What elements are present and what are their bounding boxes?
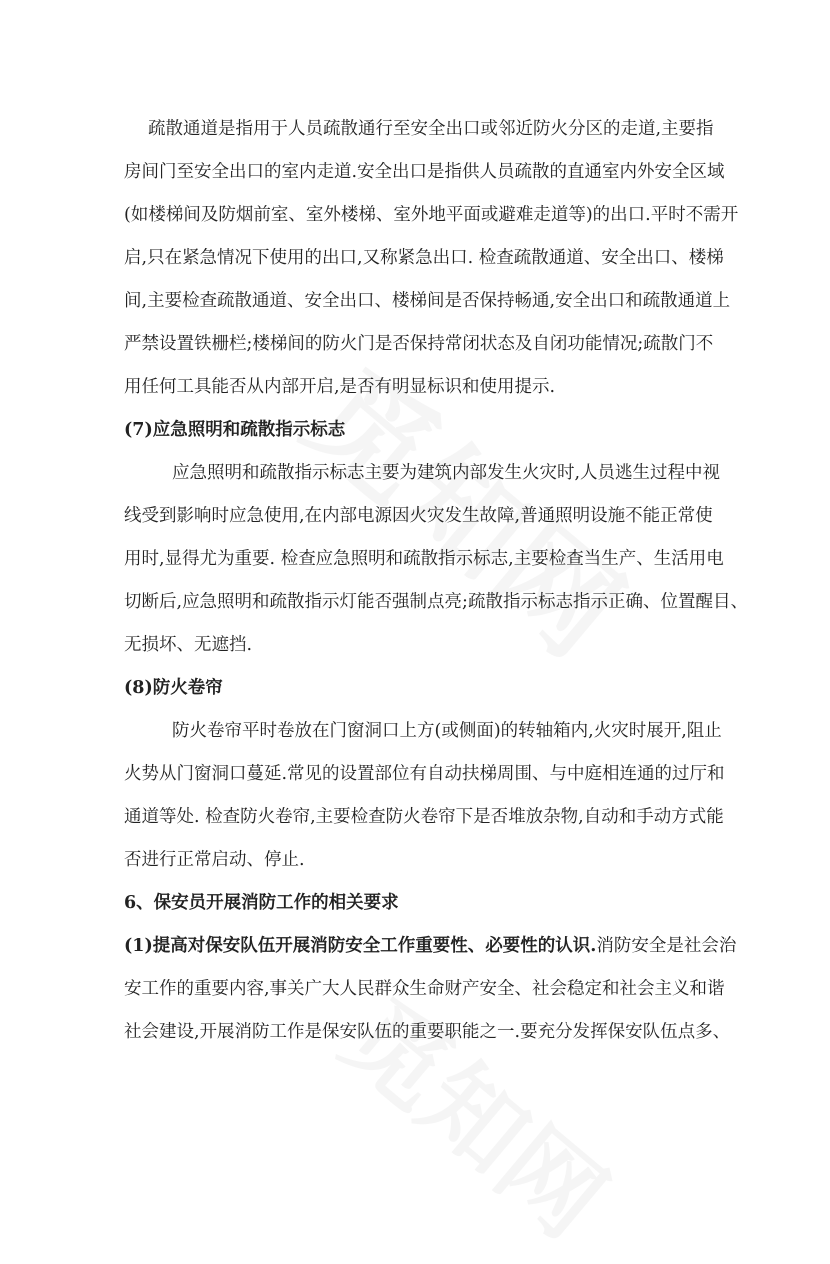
paragraph-line: 无损坏、无遮挡. <box>124 635 253 655</box>
inline-heading: (1)提高对保安队伍开展消防安全工作重要性、必要性的认识. <box>124 936 597 956</box>
section-heading: (7)应急照明和疏散指示标志 <box>124 420 346 440</box>
paragraph-line: 通道等处. 检查防火卷帘,主要检查防火卷帘下是否堆放杂物,自动和手动方式能 <box>124 807 724 827</box>
paragraph-line: 间,主要检查疏散通道、安全出口、楼梯间是否保持畅通,安全出口和疏散通道上 <box>124 291 731 311</box>
paragraph-line: 严禁设置铁栅栏;楼梯间的防火门是否保持常闭状态及自闭功能情况;疏散门不 <box>124 334 714 354</box>
paragraph-line <box>124 932 737 957</box>
section-heading: 6、保安员开展消防工作的相关要求 <box>124 893 399 913</box>
paragraph-line: 防火卷帘平时卷放在门窗洞口上方(或侧面)的转轴箱内,火灾时展开,阻止 <box>172 721 722 741</box>
inline-text: 消防安全是社会治 <box>596 936 737 956</box>
paragraph-line: 安工作的重要内容,事关广大人民群众生命财产安全、社会稳定和社会主义和谐 <box>124 979 725 999</box>
paragraph-line: 线受到影响时应急使用,在内部电源因火灾发生故障,普通照明设施不能正常使 <box>124 506 713 526</box>
section-heading: (8)防火卷帘 <box>124 678 223 698</box>
paragraph-line: 房间门至安全出口的室内走道.安全出口是指供人员疏散的直通室内外安全区域 <box>124 162 725 182</box>
paragraph-line: 用任何工具能否从内部开启,是否有明显标识和使用提示. <box>124 377 556 397</box>
paragraph-line: 火势从门窗洞口蔓延.常见的设置部位有自动扶梯周围、与中庭相连通的过厅和 <box>124 764 725 784</box>
paragraph-line: 切断后,应急照明和疏散指示灯能否强制点亮;疏散指示标志指示正确、位置醒目、 <box>124 592 748 612</box>
paragraph-line: (如楼梯间及防烟前室、室外楼梯、室外地平面或避难走道等)的出口.平时不需开 <box>124 205 739 225</box>
paragraph-line: 否进行正常启动、停止. <box>124 850 305 870</box>
paragraph-line: 用时,显得尤为重要. 检查应急照明和疏散指示标志,主要检查当生产、生活用电 <box>124 549 724 569</box>
paragraph-line: 启,只在紧急情况下使用的出口,又称紧急出口. 检查疏散通道、安全出口、楼梯 <box>124 248 724 268</box>
paragraph-line: 社会建设,开展消防工作是保安队伍的重要职能之一.要充分发挥保安队伍点多、 <box>124 1022 731 1042</box>
paragraph-line: 疏散通道是指用于人员疏散通行至安全出口或邻近防火分区的走道,主要指 <box>148 119 714 139</box>
paragraph-line: 应急照明和疏散指示标志主要为建筑内部发生火灾时,人员逃生过程中视 <box>172 463 721 483</box>
watermark <box>319 960 641 1263</box>
